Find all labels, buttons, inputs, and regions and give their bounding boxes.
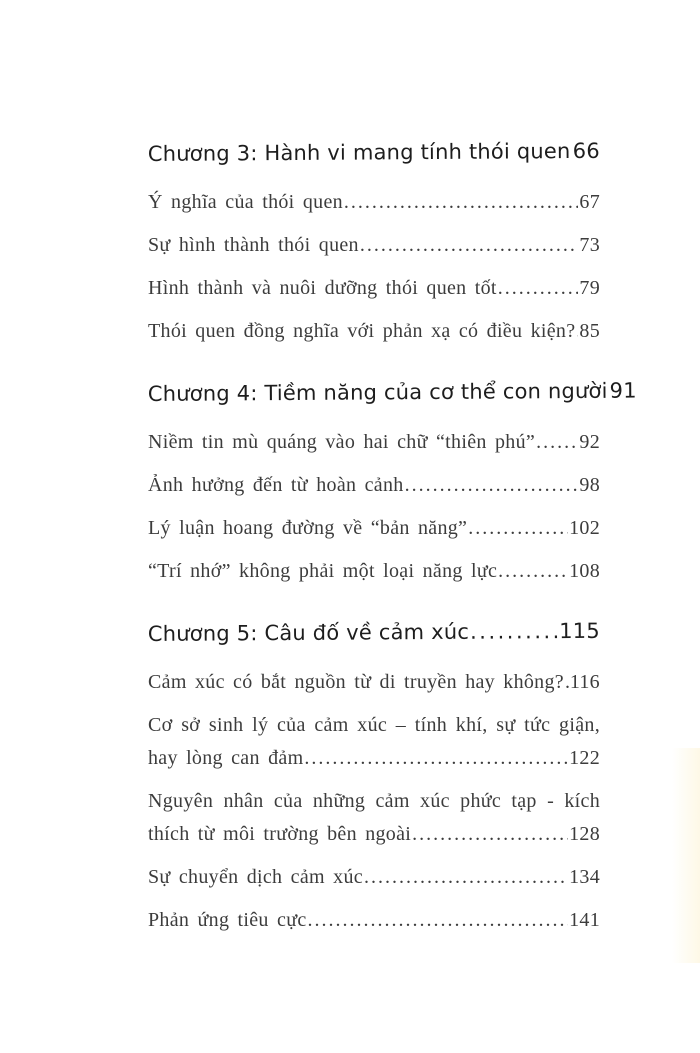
chapter-title: Chương 3: Hành vi mang tính thói quen	[147, 139, 571, 167]
entry-page-number: 116	[569, 671, 600, 693]
toc-entry	[148, 666, 600, 699]
entry-title: Niềm tin mù quáng vào hai chữ “thiên phú”	[148, 431, 536, 453]
entry-title-line-2: hay lòng can đảm	[148, 747, 304, 769]
entry-page-number: 141	[569, 909, 600, 931]
dots-leader	[468, 512, 568, 545]
chapter-page-number: 115	[559, 618, 600, 644]
entry-title-line-1: Nguyên nhân của những cảm xúc phức tạp - kích	[148, 790, 600, 812]
toc-entry	[148, 426, 600, 459]
chapter-page-number: 91	[609, 378, 637, 403]
toc-entry	[148, 186, 600, 219]
chapter-heading	[147, 373, 637, 413]
entry-title: Cảm xúc có bắt nguồn từ di truyền hay không?	[148, 671, 564, 693]
entry-title-line-1: Cơ sở sinh lý của cảm xúc – tính khí, sự tức giận,	[148, 714, 600, 736]
table-of-contents	[147, 136, 637, 947]
entry-page-number: 73	[579, 234, 600, 256]
dots-leader	[576, 315, 578, 348]
entry-page-number: 67	[579, 191, 600, 213]
dots-leader	[308, 904, 569, 937]
chapter-title: Chương 4: Tiềm năng của cơ thể con người	[147, 378, 608, 407]
toc-entry	[148, 229, 600, 262]
dots-leader	[565, 666, 569, 699]
chapter-heading	[148, 613, 600, 653]
dots-leader	[405, 469, 579, 502]
toc-entry	[148, 272, 600, 305]
toc-entry	[148, 861, 600, 894]
dots-leader	[536, 426, 578, 459]
entry-title: Sự hình thành thói quen	[148, 234, 359, 256]
dots-leader	[498, 272, 579, 305]
dots-leader	[344, 186, 578, 219]
toc-section-chapter-5	[148, 616, 600, 937]
entry-title: Phản ứng tiêu cực	[148, 909, 307, 931]
chapter-heading	[148, 133, 600, 173]
dots-leader	[360, 229, 579, 262]
toc-entry	[148, 709, 600, 775]
toc-entry	[148, 315, 600, 348]
toc-entry	[148, 904, 600, 937]
toc-section-chapter-3	[148, 136, 600, 348]
entry-title: Hình thành và nuôi dưỡng thói quen tốt	[148, 277, 497, 299]
toc-entry	[148, 785, 600, 851]
entry-title: Thói quen đồng nghĩa với phản xạ có điều kiện?	[148, 320, 576, 342]
entry-page-number: 92	[579, 431, 600, 453]
entry-title: Ảnh hưởng đến từ hoàn cảnh	[148, 474, 404, 496]
toc-entry	[148, 555, 600, 588]
entry-title-line-2: thích từ môi trường bên ngoài	[148, 823, 412, 845]
entry-page-number: 108	[569, 560, 600, 582]
dots-leader	[412, 818, 568, 851]
entry-title: Ý nghĩa của thói quen	[148, 191, 343, 213]
entry-page-number: 122	[569, 747, 600, 769]
entry-title: Sự chuyển dịch cảm xúc	[148, 866, 363, 888]
dots-leader	[364, 861, 568, 894]
entry-page-number: 134	[569, 866, 600, 888]
chapter-page-number: 66	[572, 138, 600, 164]
dots-leader	[304, 742, 568, 775]
entry-page-number: 102	[569, 517, 600, 539]
entry-title: “Trí nhớ” không phải một loại năng lực	[148, 560, 498, 582]
entry-page-number: 79	[579, 277, 600, 299]
entry-page-number: 85	[579, 320, 600, 342]
dots-leader	[470, 613, 558, 651]
entry-title: Lý luận hoang đường về “bản năng”	[148, 517, 468, 539]
dots-leader	[498, 555, 568, 588]
entry-page-number: 98	[579, 474, 600, 496]
toc-section-chapter-4	[147, 376, 637, 588]
chapter-title: Chương 5: Câu đố về cảm xúc	[147, 619, 470, 647]
scan-edge-shadow	[672, 748, 700, 963]
entry-page-number: 128	[569, 823, 600, 845]
toc-entry	[148, 512, 600, 545]
toc-entry	[148, 469, 600, 502]
